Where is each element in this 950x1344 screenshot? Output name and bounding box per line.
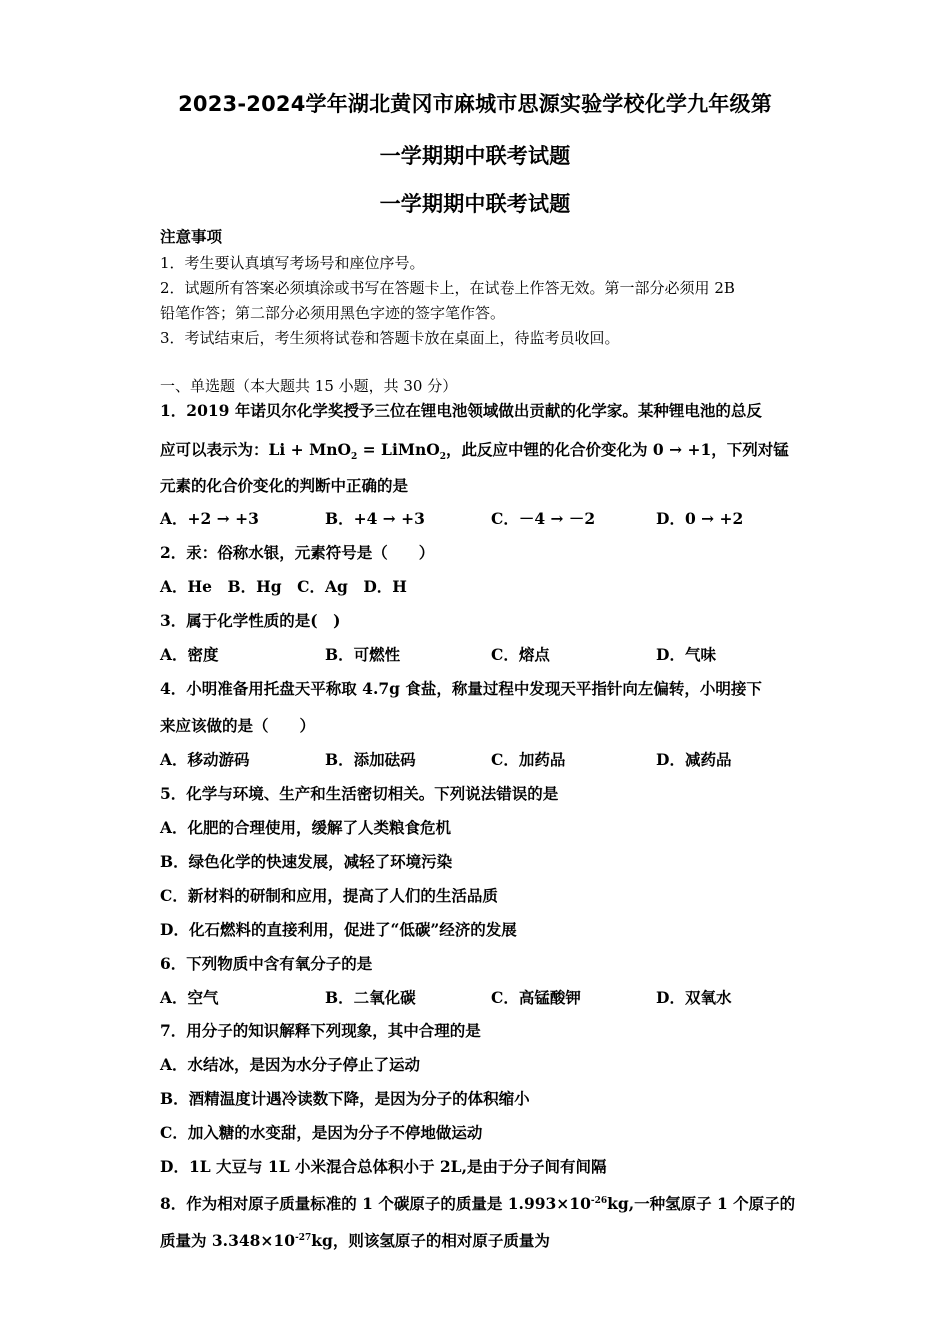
q8-exponent-2: -27 xyxy=(295,1233,312,1243)
q3-option-d: D．气味 xyxy=(656,645,716,664)
q4-option-a: A．移动游码 xyxy=(160,750,250,769)
q7-option-a: A．水结冰，是因为水分子停止了运动 xyxy=(160,1055,421,1074)
q4-line1: 4．小明准备用托盘天平称取 4.7g 食盐，称量过程中发现天平指针向左偏转，小明接下 xyxy=(160,679,762,698)
q1-option-c: C．－4 → －2 xyxy=(491,509,596,528)
q6-option-a: A．空气 xyxy=(160,988,219,1007)
q4-option-c: C．加药品 xyxy=(491,750,566,769)
q8-line2-part-a: 质量为 3.348×10 xyxy=(160,1231,295,1251)
q5-option-b: B．绿色化学的快速发展，减轻了环境污染 xyxy=(160,852,453,871)
q5-option-c: C．新材料的研制和应用，提高了人们的生活品质 xyxy=(160,886,498,905)
page-title-line1: 2023-2024学年湖北黄冈市麻城市思源实验学校化学九年级第 xyxy=(178,92,772,116)
notice-item-1: 1．考生要认真填写考场号和座位序号。 xyxy=(160,254,425,272)
q1-sub-1: 2 xyxy=(351,452,358,463)
q1-line2-part-b: = LiMnO xyxy=(357,440,440,459)
q7-option-c: C．加入糖的水变甜，是因为分子不停地做运动 xyxy=(160,1123,483,1142)
q7-option-d: D．1L 大豆与 1L 小米混合总体积小于 2L,是由于分子间有间隔 xyxy=(160,1157,607,1176)
page-title-line3: 一学期期中联考试题 xyxy=(379,192,571,216)
section-heading: 一、单选题（本大题共 15 小题，共 30 分） xyxy=(160,377,458,395)
q5-line1: 5．化学与环境、生产和生活密切相关。下列说法错误的是 xyxy=(160,784,559,803)
q1-option-a: A．+2 → +3 xyxy=(160,509,259,528)
q1-line3: 元素的化合价变化的判断中正确的是 xyxy=(160,476,409,495)
notice-item-2: 2．试题所有答案必须填涂或书写在答题卡上，在试卷上作答无效。第一部分必须用 2B xyxy=(160,279,735,297)
q3-line1: 3．属于化学性质的是( ) xyxy=(160,611,341,630)
notice-item-3: 3．考试结束后，考生须将试卷和答题卡放在桌面上，待监考员收回。 xyxy=(160,329,620,347)
q8-exponent-1: -26 xyxy=(590,1196,608,1206)
q4-line2: 来应该做的是（ ） xyxy=(160,716,316,735)
q6-line1: 6．下列物质中含有氧分子的是 xyxy=(160,954,373,973)
page-title-line2: 一学期期中联考试题 xyxy=(379,144,571,168)
q1-sub-2: 2 xyxy=(439,452,447,463)
q7-line1: 7．用分子的知识解释下列现象，其中合理的是 xyxy=(160,1021,481,1040)
q3-option-b: B．可燃性 xyxy=(325,645,401,664)
q2-line1: 2．汞：俗称水银，元素符号是（ ） xyxy=(160,543,435,562)
notice-item-2-cont: 铅笔作答；第二部分必须用黑色字迹的签字笔作答。 xyxy=(160,304,506,322)
q1-line2-part-c: ，此反应中锂的化合价变化为 0 → +1，下列对锰 xyxy=(446,440,789,459)
q1-line2 xyxy=(160,440,789,467)
q6-option-d: D．双氧水 xyxy=(656,988,732,1007)
q1-option-b: B．+4 → +3 xyxy=(325,509,425,528)
q6-option-c: C．高锰酸钾 xyxy=(491,988,581,1007)
q8-line1 xyxy=(160,1191,795,1214)
q8-line2 xyxy=(160,1228,550,1251)
q3-option-a: A．密度 xyxy=(160,645,219,664)
q7-option-b: B．酒精温度计遇冷读数下降，是因为分子的体积缩小 xyxy=(160,1089,530,1108)
notice-heading: 注意事项 xyxy=(160,227,223,246)
q8-line1-part-a: 8．作为相对原子质量标准的 1 个碳原子的质量是 1.993×10 xyxy=(160,1194,591,1214)
q8-line1-part-b: kg,一种氢原子 1 个原子的 xyxy=(607,1194,796,1214)
q5-option-a: A．化肥的合理使用，缓解了人类粮食危机 xyxy=(160,818,452,837)
q4-option-b: B．添加砝码 xyxy=(325,750,416,769)
q3-option-c: C．熔点 xyxy=(491,645,550,664)
q6-option-b: B．二氧化碳 xyxy=(325,988,416,1007)
q4-option-d: D．减药品 xyxy=(656,750,732,769)
q8-line2-part-b: kg，则该氢原子的相对原子质量为 xyxy=(311,1231,550,1251)
q1-line2-part-a: 应可以表示为：Li + MnO xyxy=(160,440,351,459)
q5-option-d: D．化石燃料的直接利用，促进了“低碳”经济的发展 xyxy=(160,920,517,939)
q1-line1: 1．2019 年诺贝尔化学奖授予三位在锂电池领域做出贡献的化学家。某种锂电池的总反 xyxy=(160,401,762,420)
q2-options: A．He B．Hg C．Ag D．H xyxy=(160,577,407,596)
q1-option-d: D．0 → +2 xyxy=(656,509,744,528)
